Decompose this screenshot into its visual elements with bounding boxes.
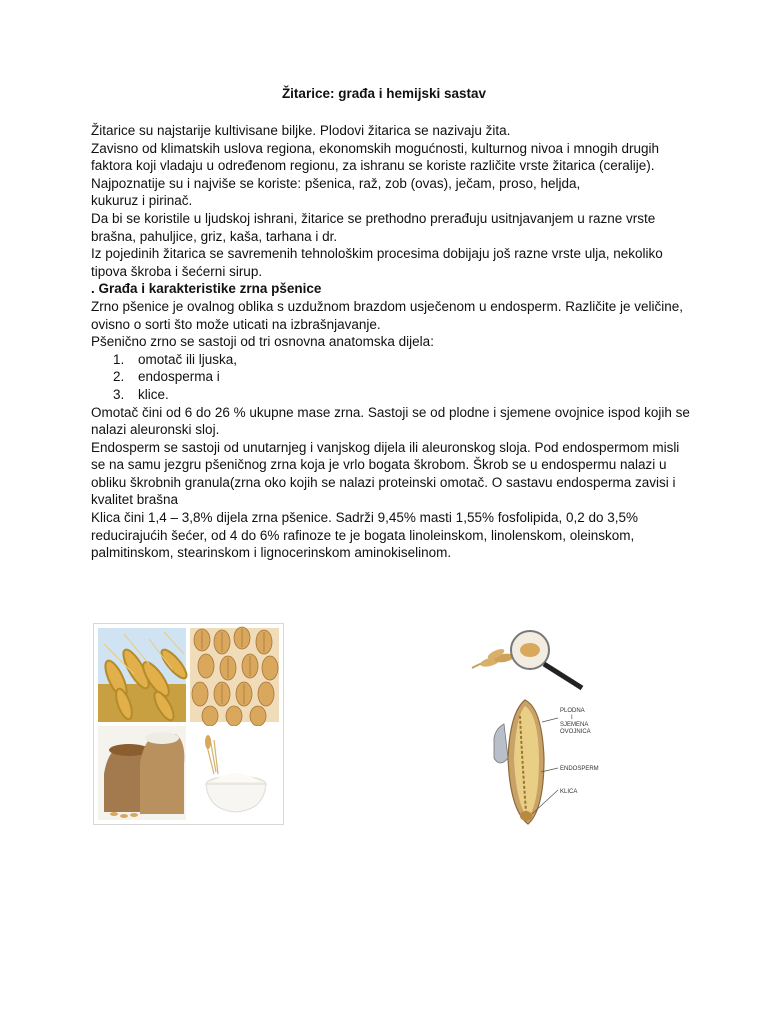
paragraph-processing: Da bi se koristile u ljudskoj ishrani, žitarice se prethodno prerađuju usitnjavanjem u razne vrste brašna, pahuljice, griz, kaša, tarhana i dr. xyxy=(91,210,656,244)
wheat-ears-photo xyxy=(98,628,190,723)
paragraph-known-cereals: Najpoznatije su i najviše se koriste: pšenica, raž, zob (ovas), ječam, proso, heljda, xyxy=(91,175,581,191)
paragraph-endosperm: Endosperm se sastoji od unutarnjeg i vanjskog dijela ili aleuronskog sloja. Pod endospermom misli se na samu jezgru pšeničnog zrna koja je vrlo bogata škrobom. Škrob se u endospermu nalazi u obliku škrobnih granula(zrna oko kojih se nalazi proteinski omotač. O sastavu endosperma zavisi i kvalitet brašna xyxy=(91,439,680,508)
paragraph-known-cereals-cont: kukuruz i pirinač. xyxy=(91,193,193,209)
grain-cross-section xyxy=(494,700,544,824)
section-heading: . Građa i karakteristike zrna pšenice xyxy=(91,281,322,297)
wheat-grains-photo xyxy=(190,627,279,726)
anatomy-list xyxy=(91,351,691,404)
svg-text:SJEMENA: SJEMENA xyxy=(560,722,589,728)
paragraph-grain-shape: Zrno pšenice je ovalnog oblika s uzdužnom brazdom usječenom u endosperm. Različite je veličine, ovisno o sorti što može uticati na izbrašnjavanje. xyxy=(91,298,684,332)
svg-text:OVOJNICA: OVOJNICA xyxy=(560,729,591,735)
wheat-photo-collage xyxy=(93,623,284,825)
flour-bowl-photo xyxy=(190,726,279,820)
list-item: 1. omotač ili ljuska, xyxy=(113,351,238,367)
label-germ: KLICA xyxy=(560,789,578,795)
document-body xyxy=(91,122,691,562)
label-pericarp: PLODNA xyxy=(560,708,585,714)
paragraph-husk: Omotač čini od 6 do 26 % ukupne mase zrna. Sastoji se od plodne i sjemene ovojnice ispod kojih se nalazi aleuronski sloj. xyxy=(91,404,690,438)
label-endosperm: ENDOSPERM xyxy=(560,766,599,772)
magnifying-glass-icon xyxy=(511,631,582,688)
paragraph-climate: Zavisno od klimatskih uslova regiona, ekonomskih mogućnosti, kulturnog nivoa i mnogih drugih faktora koji vladaju u određenom regionu, za ishranu se koriste različite vrste žitarica (ceralije). xyxy=(91,140,660,174)
svg-text:I: I xyxy=(571,715,573,721)
document-title: Žitarice: građa i hemijski sastav xyxy=(281,86,487,101)
paragraph-intro: Žitarice su najstarije kultivisane biljke. Plodovi žitarica se nazivaju žita. xyxy=(91,123,511,138)
list-item: 3. klice. xyxy=(113,386,169,402)
wheat-grain-diagram xyxy=(470,628,600,828)
list-item: 2. endosperma i xyxy=(113,369,220,385)
paragraph-products: Iz pojedinih žitarica se savremenih tehnološkim procesima dobijaju još razne vrste ulja, nekoliko tipova škroba i šećerni sirup. xyxy=(91,246,663,279)
paragraph-germ: Klica čini 1,4 – 3,8% dijela zrna pšenice. Sadrži 9,45% masti 1,55% fosfolipida, 0,2 do 3,5% reducirajućih šećer, od 4 do 6% rafinoze te je bogata linoleinskom, linolenskom, oleinskom, palmitinskom, stearinskom i lignocerinskom aminokiselinom. xyxy=(91,510,639,561)
paragraph-anatomy: Pšenično zrno se sastoji od tri osnovna anatomska dijela: xyxy=(91,334,434,350)
grain-sacks-photo xyxy=(98,726,186,820)
